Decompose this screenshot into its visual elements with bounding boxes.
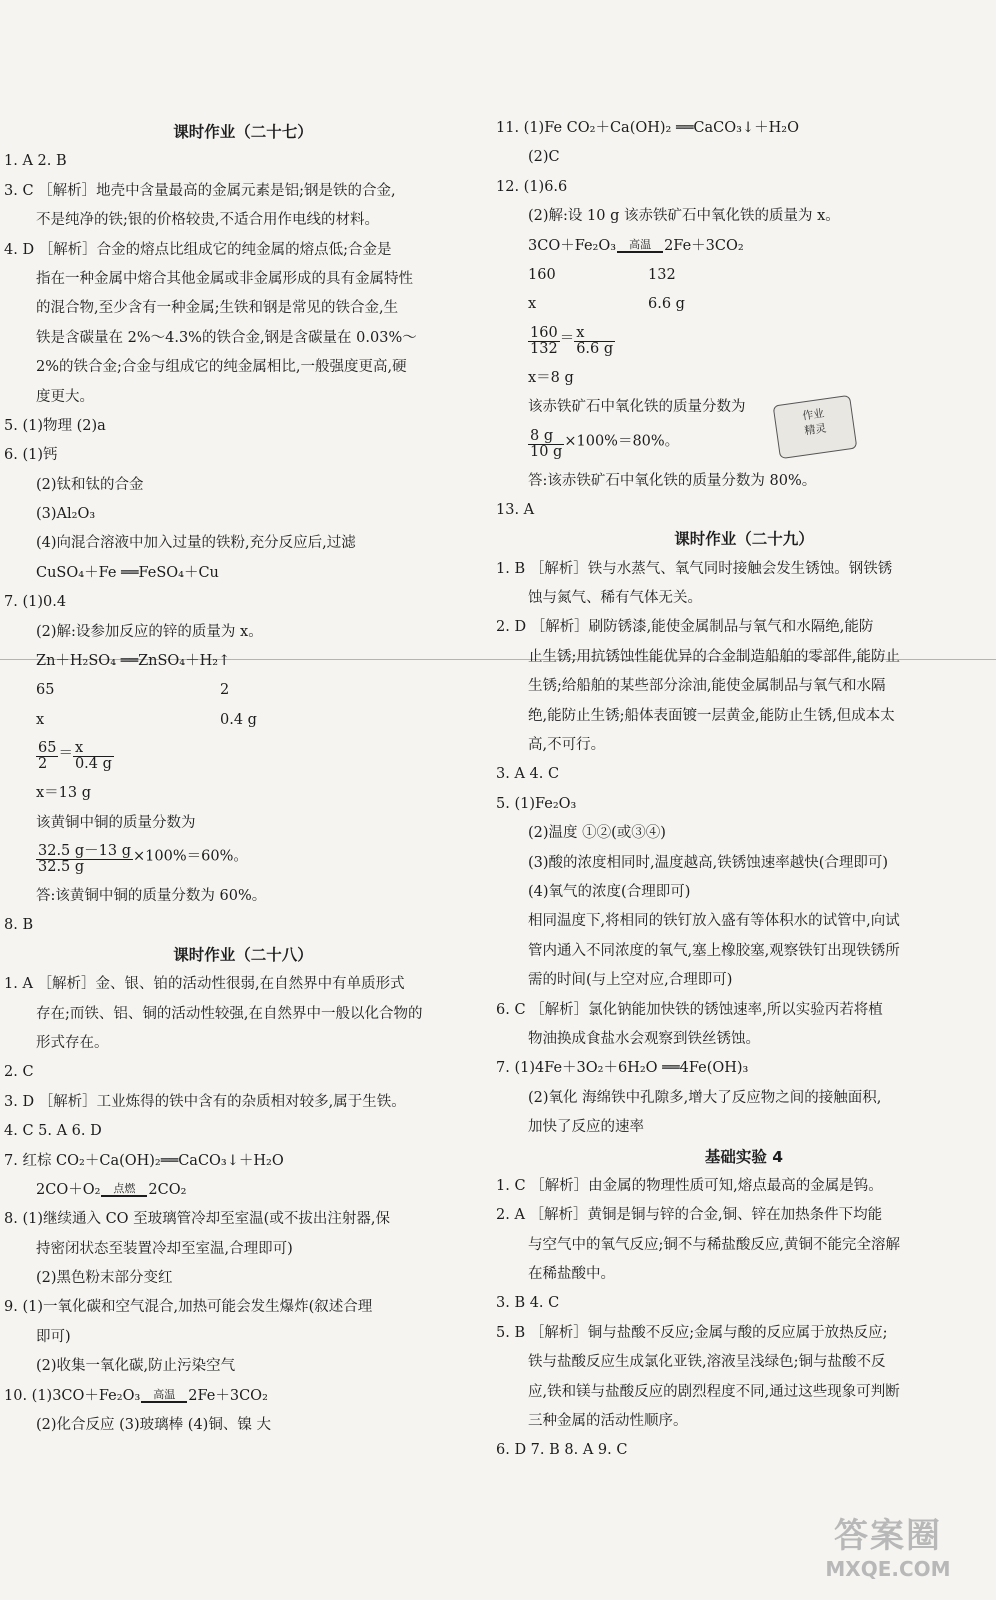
ratio-value: 2 [220, 682, 230, 699]
fraction: $\frac{32.5 g-13 g}{32.5 g}$ [38, 842, 132, 875]
answer-line: (4)向混合溶液中加入过量的铁粉,充分反应后,过滤 [36, 535, 356, 552]
answer-line: 1. A ［解析］金、银、铂的活动性很弱,在自然界中有单质形式 [4, 976, 405, 993]
answer-line: (4)氧气的浓度(合理即可) [528, 883, 691, 900]
watermark-url: MXQE.COM [825, 1557, 951, 1581]
answer-line: 加快了反应的速率 [528, 1119, 644, 1136]
ratio-value: 65 [36, 682, 55, 699]
answer-line: 5. B ［解析］铜与盐酸不反应;金属与酸的反应属于放热反应; [496, 1324, 888, 1341]
answer-line: 止生锈;用抗锈蚀性能优异的合金制造船舶的零部件,能防止 [528, 648, 900, 665]
answer-line: 6. C ［解析］氯化钠能加快铁的锈蚀速率,所以实验丙若将植 [496, 1001, 883, 1018]
answer-line: 铁与盐酸反应生成氯化亚铁,溶液呈浅绿色;铜与盐酸不反 [528, 1354, 886, 1371]
ratio-value: 132 [648, 266, 676, 283]
section-title-27: 课时作业（二十七） [173, 123, 313, 141]
answer-line: 13. A [496, 501, 535, 518]
ratio-value: x [36, 711, 45, 728]
answer-line: 相同温度下,将相同的铁钉放入盛有等体积水的试管中,向试 [528, 913, 900, 930]
answer-line: 存在;而铁、铝、铜的活动性较强,在自然界中一般以化合物的 [36, 1005, 423, 1022]
answer-line: 持密闭状态至装置冷却至室温,合理即可) [36, 1240, 293, 1257]
fraction: $\frac{x}{6.6 g}$ [576, 324, 614, 357]
answer-line: (2)解:设 10 g 该赤铁矿石中氧化铁的质量为 x。 [528, 208, 840, 225]
answer-line: 度更大。 [36, 388, 94, 405]
answer-line: (2)解:设参加反应的锌的质量为 x。 [36, 623, 263, 640]
equation-line: CuSO₄＋Fe ══FeSO₄＋Cu [36, 564, 219, 581]
answer-line: 指在一种金属中熔合其他金属或非金属形成的具有金属特性 [36, 270, 413, 287]
equation-line: 2CO＋O₂ 点燃 2CO₂ [4, 1176, 482, 1205]
section-title-experiment-4: 基础实验 4 [704, 1147, 784, 1166]
equation-line: 3CO＋Fe₂O₃ 高温 2Fe＋3CO₂ [496, 232, 992, 261]
answer-line: 答:该黄铜中铜的质量分数为 60%。 [36, 887, 267, 904]
answer-line: x＝8 g [528, 369, 574, 386]
section-title-29: 课时作业（二十九） [674, 530, 814, 549]
ratio-row [496, 261, 992, 290]
answer-line: 7. (1)0.4 [4, 594, 67, 611]
answer-line: 2. C [4, 1064, 34, 1081]
answer-line: 8. (1)继续通入 CO 至玻璃管冷却至室温(或不拔出注射器,保 [4, 1211, 390, 1228]
answer-line: x＝13 g [36, 785, 92, 802]
equation-line: 11. (1)Fe CO₂＋Ca(OH)₂ ══CaCO₃↓＋H₂O [496, 120, 799, 136]
proportion-equation: $\frac{160}{132}$ ＝ $\frac{x}{6.6 g}$ [530, 324, 614, 357]
answer-line: 的混合物,至少含有一种金属;生铁和钢是常见的铁合金,生 [36, 300, 399, 317]
answer-line: 2. A ［解析］黄铜是铜与锌的合金,铜、锌在加热条件下均能 [496, 1207, 883, 1224]
answer-line: 12. (1)6.6 [496, 178, 568, 195]
answer-line: 在稀盐酸中。 [528, 1266, 615, 1283]
answer-line: 7. 红棕 CO₂＋Ca(OH)₂══CaCO₃↓＋H₂O [4, 1152, 284, 1169]
fraction: $\frac{x}{0.4 g}$ [74, 740, 112, 773]
answer-line: (2)C [528, 149, 560, 166]
answer-line: 该黄铜中铜的质量分数为 [36, 814, 196, 831]
answer-line: 形式存在。 [36, 1034, 109, 1051]
left-column [4, 118, 482, 1440]
answer-line: 1. C ［解析］由金属的物理性质可知,熔点最高的金属是钨。 [496, 1177, 883, 1194]
homework-stamp: 作业 精灵 [773, 395, 858, 459]
reaction-condition: 点燃 [101, 1183, 147, 1205]
answer-line: 3. D ［解析］工业炼得的铁中含有的杂质相对较多,属于生铁。 [4, 1093, 406, 1110]
answer-line: 6. (1)钙 [4, 447, 58, 464]
ratio-value: x [528, 296, 537, 313]
answer-line: 1. B ［解析］铁与水蒸气、氧气同时接触会发生锈蚀。钢铁锈 [496, 560, 893, 577]
fraction: $\frac{8 g}{10 g}$ [530, 427, 563, 460]
right-column [496, 114, 992, 1466]
percent-equation: $\frac{32.5 g-13 g}{32.5 g}$ ×100%＝60%。 [38, 842, 248, 875]
answer-line: 1. A 2. B [4, 153, 67, 170]
answer-line: 即可) [36, 1328, 71, 1345]
answer-line: 3. B 4. C [496, 1295, 560, 1312]
ratio-row [4, 676, 482, 705]
answer-line: (3)酸的浓度相同时,温度越高,铁锈蚀速率越快(合理即可) [528, 854, 889, 871]
watermark-logo-text: 答案圈 [834, 1516, 942, 1556]
answer-line: 3. C ［解析］地壳中含量最高的金属元素是铝;钢是铁的合金, [4, 182, 396, 199]
answer-line: 答:该赤铁矿石中氧化铁的质量分数为 80%。 [528, 472, 817, 489]
equation-line: 7. (1)4Fe＋3O₂＋6H₂O ══4Fe(OH)₃ [496, 1060, 749, 1077]
answer-line: (2)收集一氧化碳,防止污染空气 [36, 1358, 236, 1375]
answer-line: 4. D ［解析］合金的熔点比组成它的纯金属的熔点低;合金是 [4, 241, 392, 258]
answer-line: 2. D ［解析］刷防锈漆,能使金属制品与氧气和水隔绝,能防 [496, 619, 874, 636]
equation-line: 10. (1)3CO＋Fe₂O₃ 高温 2Fe＋3CO₂ [4, 1382, 482, 1411]
answer-line: (2)温度 ①②(或③④) [528, 825, 666, 842]
fraction: $\frac{160}{132}$ [530, 324, 558, 357]
ratio-value: 0.4 g [220, 711, 257, 728]
answer-line: 蚀与氮气、稀有气体无关。 [528, 590, 702, 607]
answer-line: 2%的铁合金;合金与组成它的纯金属相比,一般强度更高,硬 [36, 359, 407, 376]
answer-line: (2)钛和钛的合金 [36, 476, 144, 493]
site-watermark [790, 1515, 986, 1587]
answer-line: 高,不可行。 [528, 737, 606, 754]
answer-line: 应,铁和镁与盐酸反应的剧烈程度不同,通过这些现象可判断 [528, 1383, 900, 1400]
answer-line: 5. (1)Fe₂O₃ [496, 795, 577, 812]
ratio-value: 160 [528, 266, 556, 283]
answer-line: 管内通入不同浓度的氧气,塞上橡胶塞,观察铁钉出现铁锈所 [528, 942, 900, 959]
answer-line: 不是纯净的铁;银的价格较贵,不适合用作电线的材料。 [36, 212, 379, 229]
answer-line: 三种金属的活动性顺序。 [528, 1413, 688, 1430]
percent-equation: $\frac{8 g}{10 g}$ ×100%＝80%。 [530, 427, 680, 460]
reaction-condition: 高温 [141, 1389, 187, 1411]
answer-line: 4. C 5. A 6. D [4, 1123, 102, 1140]
answer-line: 6. D 7. B 8. A 9. C [496, 1442, 628, 1459]
answer-line: 铁是含碳量在 2%～4.3%的铁合金,钢是含碳量在 0.03%～ [36, 329, 417, 346]
reaction-condition: 高温 [617, 239, 663, 261]
answer-line: (3)Al₂O₃ [36, 506, 96, 523]
fraction: $\frac{65}{2}$ [38, 740, 57, 773]
answer-line: 3. A 4. C [496, 766, 560, 783]
equation-line: Zn＋H₂SO₄ ══ZnSO₄＋H₂↑ [36, 653, 231, 670]
proportion-equation: $\frac{65}{2}$ ＝ $\frac{x}{0.4 g}$ [38, 740, 112, 773]
answer-line: 需的时间(与上空对应,合理即可) [528, 972, 733, 989]
ratio-value: 6.6 g [648, 296, 685, 313]
section-title-28: 课时作业（二十八） [173, 945, 313, 964]
answer-line: (2)化合反应 (3)玻璃棒 (4)铜、镍 大 [36, 1417, 271, 1434]
ratio-row [496, 290, 992, 319]
ratio-row [4, 706, 482, 735]
answer-line: 5. (1)物理 (2)a [4, 417, 106, 434]
answer-line: (2)黑色粉末部分变红 [36, 1270, 173, 1287]
answer-line: 9. (1)一氧化碳和空气混合,加热可能会发生爆炸(叙述合理 [4, 1299, 373, 1316]
answer-line: 物油换成食盐水会观察到铁丝锈蚀。 [528, 1030, 760, 1047]
answer-line: 生锈;给船舶的某些部分涂油,能使金属制品与氧气和水隔 [528, 678, 886, 695]
answer-line: 该赤铁矿石中氧化铁的质量分数为 [528, 399, 746, 416]
answer-line: 绝,能防止生锈;船体表面镀一层黄金,能防止生锈,但成本太 [528, 707, 895, 724]
answer-line: 8. B [4, 917, 34, 934]
answer-line: (2)氧化 海绵铁中孔隙多,增大了反应物之间的接触面积, [528, 1089, 882, 1106]
answer-line: 与空气中的氧气反应;铜不与稀盐酸反应,黄铜不能完全溶解 [528, 1236, 900, 1253]
